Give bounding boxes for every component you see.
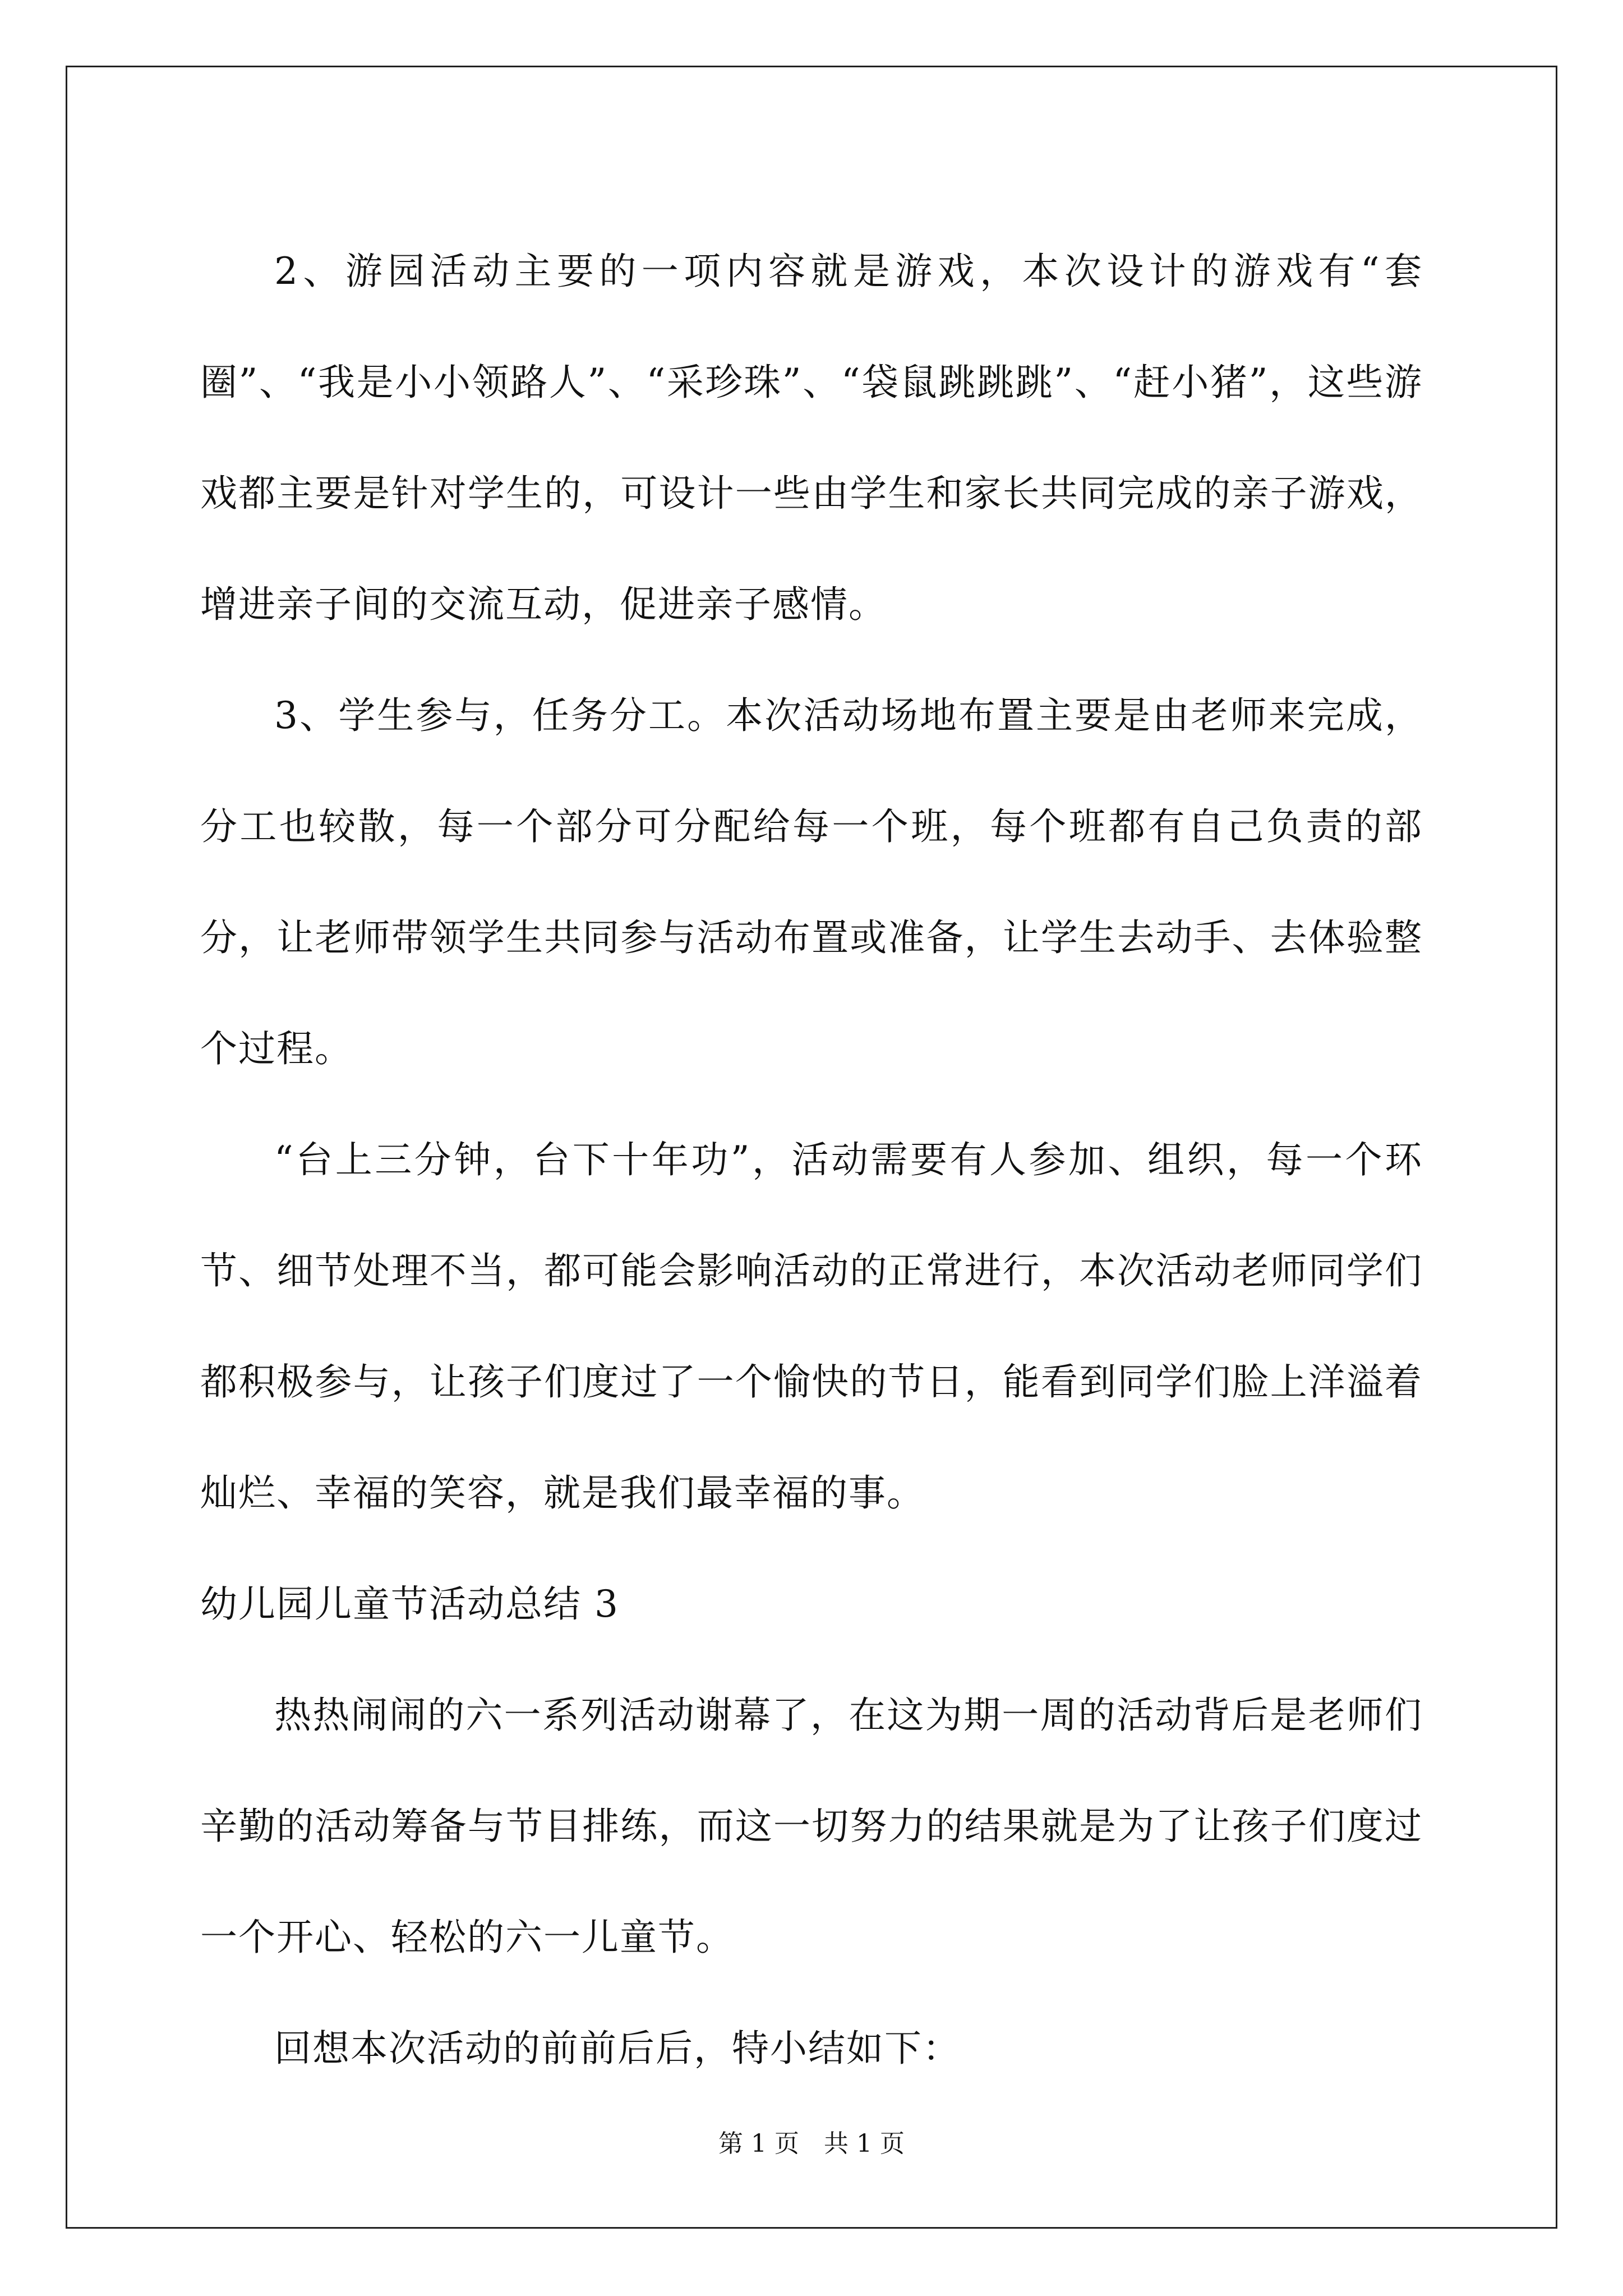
paragraph-student-participation: 3、学生参与，任务分工。本次活动场地布置主要是由老师来完成，分工也较散，每一个部分可分配给每一个班，每个班都有自己负责的部分，让老师带领学生共同参与活动布置或准备，让学生去动手、去体验整个过程。: [200, 694, 1423, 1070]
document-body: [200, 216, 1423, 2104]
section-heading: 幼儿园儿童节活动总结 3: [200, 1582, 619, 1626]
paragraph-summary: “台上三分钟，台下十年功”，活动需要有人参加、组织，每一个环节、细节处理不当，都可能会影响活动的正常进行，本次活动老师同学们都积极参与，让孩子们度过了一个愉快的节日，能看到同学们脸上洋溢着灿烂、幸福的笑容，就是我们最幸福的事。: [200, 1138, 1423, 1515]
paragraph-intro: 热热闹闹的六一系列活动谢幕了，在这为期一周的活动背后是老师们辛勤的活动筹备与节目排练，而这一切努力的结果就是为了让孩子们度过一个开心、轻松的六一儿童节。: [200, 1694, 1423, 1959]
paragraph-recap: 回想本次活动的前前后后，特小结如下：: [274, 2027, 961, 2070]
page-footer: 第 1 页 共 1 页: [718, 2129, 905, 2158]
paragraph-games: 2、游园活动主要的一项内容就是游戏，本次设计的游戏有“套圈”、“我是小小领路人”、“采珍珠”、“袋鼠跳跳跳”、“赶小猪”，这些游戏都主要是针对学生的，可设计一些由学生和家长共同完成的亲子游戏，增进亲子间的交流互动，促进亲子感情。: [200, 250, 1423, 626]
